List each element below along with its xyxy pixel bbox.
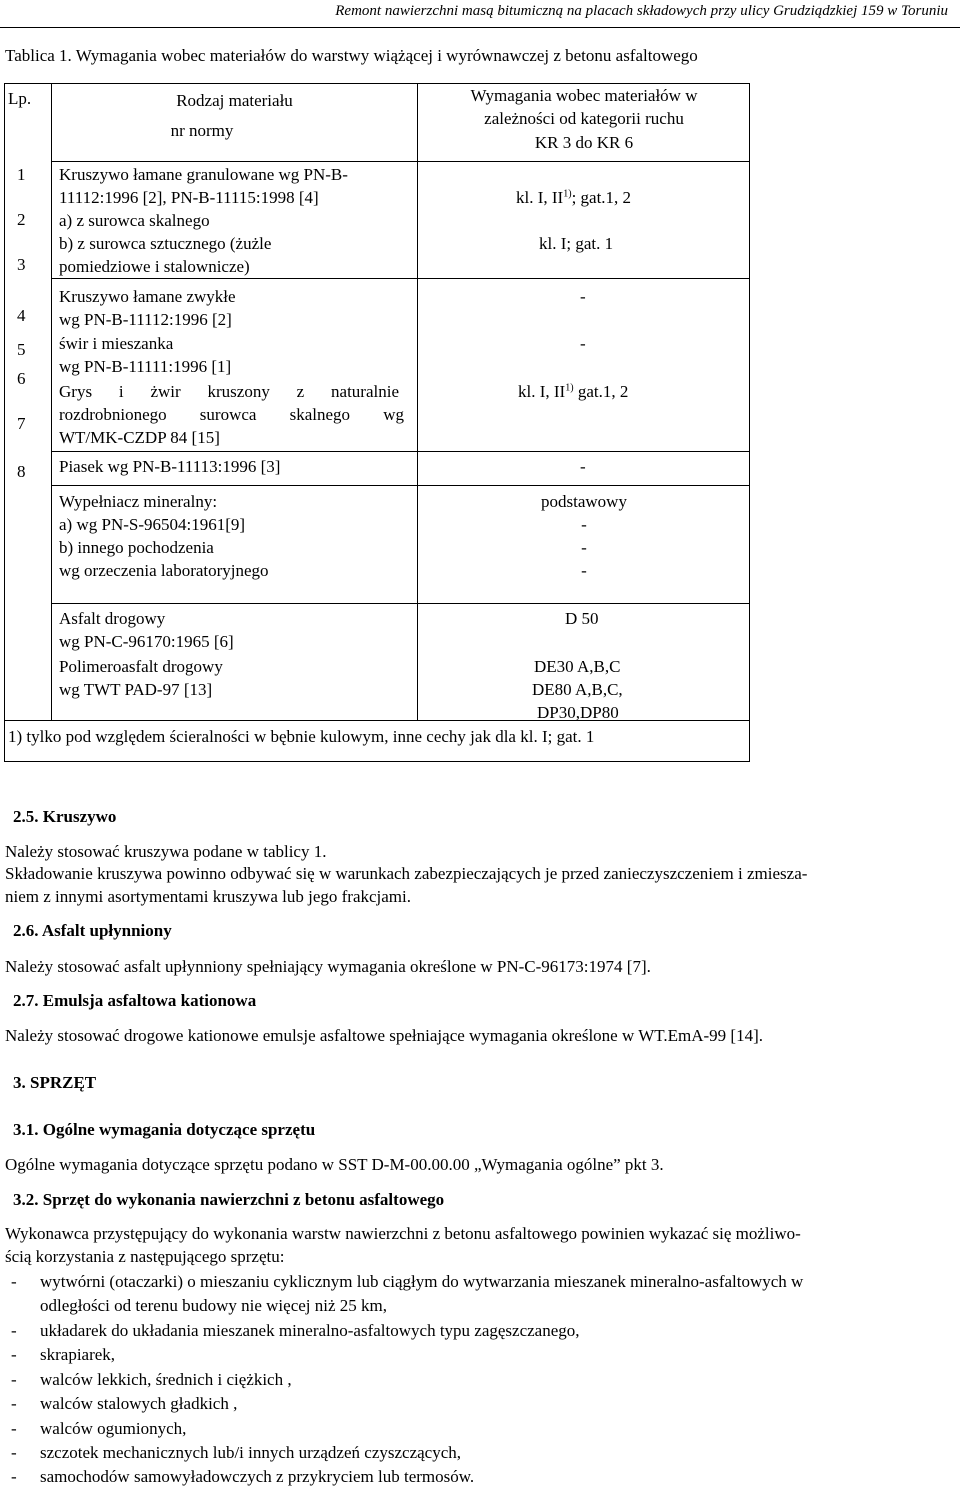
row-number: 4 — [17, 306, 26, 325]
table-rule — [51, 485, 750, 486]
material-text: wg PN-B-11111:1996 [1] — [59, 357, 232, 376]
row-number: 2 — [17, 210, 26, 229]
list-item: szczotek mechanicznych lub/i innych urządzeń czyszczących, — [40, 1443, 461, 1462]
list-item: wytwórni (otaczarki) o mieszaniu cyklicznym lub ciągłym do wytwarzania mieszanek mineralno-asfaltowych w — [40, 1272, 804, 1291]
material-text: Asfalt drogowy — [59, 609, 166, 628]
material-text: a) z surowca skalnego — [59, 211, 210, 230]
chapter-heading: 3. SPRZĘT — [13, 1073, 97, 1092]
requirement-text: DE80 A,B,C, — [532, 680, 623, 699]
paragraph: Należy stosować drogowe kationowe emulsje asfaltowe spełniające wymagania określone w WT.EmA-99 [14]. — [5, 1026, 763, 1045]
norm-header: nr normy — [170, 121, 234, 140]
table-rule — [4, 720, 750, 721]
row-number: 5 — [17, 340, 26, 359]
paragraph: Ogólne wymagania dotyczące sprzętu podano w SST D-M-00.00.00 „Wymagania ogólne” pkt 3. — [5, 1155, 664, 1174]
table-rule — [51, 603, 750, 604]
material-text: Wypełniacz mineralny: — [59, 492, 218, 511]
material-text: Grys i żwir kruszony z naturalnie — [59, 382, 399, 401]
requirement-text: DE30 A,B,C — [534, 657, 621, 676]
list-item: skrapiarek, — [40, 1345, 116, 1364]
section-heading: 3.2. Sprzęt do wykonania nawierzchni z betonu asfaltowego — [13, 1190, 445, 1209]
list-bullet: - — [11, 1394, 17, 1413]
table-rule — [51, 161, 750, 162]
section-heading: 2.5. Kruszywo — [13, 807, 117, 826]
paragraph: niem z innymi asortymentami kruszywa lub jego frakcjami. — [5, 887, 411, 906]
requirement-text: podstawowy — [541, 492, 627, 511]
table-rule — [51, 451, 750, 452]
requirement-text: D 50 — [565, 609, 599, 628]
material-header: Rodzaj materiału — [176, 91, 293, 110]
section-heading: 2.6. Asfalt upłynniony — [13, 921, 172, 940]
table-caption: Tablica 1. Wymagania wobec materiałów do warstwy wiążącej i wyrównawczej z betonu asfaltowego — [5, 46, 698, 65]
requirement-text: kl. I; gat. 1 — [539, 234, 614, 253]
list-bullet: - — [11, 1272, 17, 1291]
section-heading: 2.7. Emulsja asfaltowa kationowa — [13, 991, 257, 1010]
lp-header: Lp. — [8, 89, 32, 108]
material-text: pomiedziowe i stalownicze) — [59, 257, 250, 276]
list-bullet: - — [11, 1443, 17, 1462]
row-number: 1 — [17, 165, 26, 184]
requirements-header-line: Wymagania wobec materiałów w — [470, 86, 698, 105]
material-text: świr i mieszanka — [59, 334, 174, 353]
table-footnote: 1) tylko pod względem ścieralności w bębnie kulowym, inne cechy jak dla kl. I; gat. 1 — [8, 727, 595, 746]
list-item: walców lekkich, średnich i ciężkich , — [40, 1370, 292, 1389]
paragraph: Wykonawca przystępujący do wykonania warstw nawierzchni z betonu asfaltowego powinien wykazać się możliwo- — [5, 1224, 801, 1243]
requirement-text: kl. I, II$^{1)}$ gat.1, 2 — [518, 382, 629, 401]
list-bullet: - — [11, 1467, 17, 1486]
requirement-text: kl. I, II$^{1)}$; gat.1, 2 — [516, 188, 632, 207]
material-text: Piasek wg PN-B-11113:1996 [3] — [59, 457, 281, 476]
paragraph: ścią korzystania z następującego sprzętu: — [5, 1247, 285, 1266]
material-text: 11112:1996 [2], PN-B-11115:1998 [4] — [59, 188, 319, 207]
material-text: wg orzeczenia laboratoryjnego — [59, 561, 269, 580]
list-bullet: - — [11, 1370, 17, 1389]
material-text: Kruszywo łamane zwykłe — [59, 287, 236, 306]
list-item: walców ogumionych, — [40, 1419, 187, 1438]
material-text: b) z surowca sztucznego (żużle — [59, 234, 272, 253]
requirement-text: - — [581, 561, 587, 580]
list-bullet: - — [11, 1345, 17, 1364]
list-item: układarek do układania mieszanek mineralno-asfaltowych typu zagęszczanego, — [40, 1321, 580, 1340]
paragraph: Składowanie kruszywa powinno odbywać się w warunkach zabezpieczających je przed zanieczyszczeniem i zmiesza- — [5, 864, 808, 883]
requirement-text: - — [580, 334, 586, 353]
list-bullet: - — [11, 1419, 17, 1438]
paragraph: Należy stosować kruszywa podane w tablicy 1. — [5, 842, 327, 861]
requirement-text: DP30,DP80 — [537, 703, 619, 722]
row-number: 7 — [17, 414, 26, 433]
table-rule — [51, 83, 52, 720]
row-number: 8 — [17, 462, 26, 481]
list-item: samochodów samowyładowczych z przykryciem lub termosów. — [40, 1467, 475, 1486]
material-text: Kruszywo łamane granulowane wg PN-B- — [59, 165, 348, 184]
requirement-text: - — [580, 457, 586, 476]
section-heading: 3.1. Ogólne wymagania dotyczące sprzętu — [13, 1120, 316, 1139]
material-text: a) wg PN-S-96504:1961[9] — [59, 515, 246, 534]
running-title: Remont nawierzchni masą bitumiczną na placach składowych przy ulicy Grudziądzkiej 159 w Toruniu — [335, 3, 948, 19]
paragraph: Należy stosować asfalt upłynniony spełniający wymagania określone w PN-C-96173:1974 [7]. — [5, 957, 651, 976]
list-bullet: - — [11, 1321, 17, 1340]
material-text: rozdrobnionego surowca skalnego wg — [59, 405, 404, 424]
row-number: 3 — [17, 255, 26, 274]
row-number: 6 — [17, 369, 26, 388]
requirements-header-line: KR 3 do KR 6 — [534, 133, 634, 152]
material-text: WT/MK-CZDP 84 [15] — [59, 428, 220, 447]
material-text: wg PN-B-11112:1996 [2] — [59, 310, 232, 329]
requirement-text: - — [581, 538, 587, 557]
material-text: wg TWT PAD-97 [13] — [59, 680, 213, 699]
requirement-text: - — [581, 515, 587, 534]
requirement-text: - — [580, 287, 586, 306]
requirements-header-line: zależności od kategorii ruchu — [484, 109, 684, 128]
material-text: Polimeroasfalt drogowy — [59, 657, 223, 676]
material-text: wg PN-C-96170:1965 [6] — [59, 632, 234, 651]
running-header — [0, 0, 960, 28]
material-text: b) innego pochodzenia — [59, 538, 214, 557]
list-item: odległości od terenu budowy nie więcej niż 25 km, — [40, 1296, 387, 1315]
table-rule — [417, 83, 418, 720]
list-item: walców stalowych gładkich , — [40, 1394, 238, 1413]
